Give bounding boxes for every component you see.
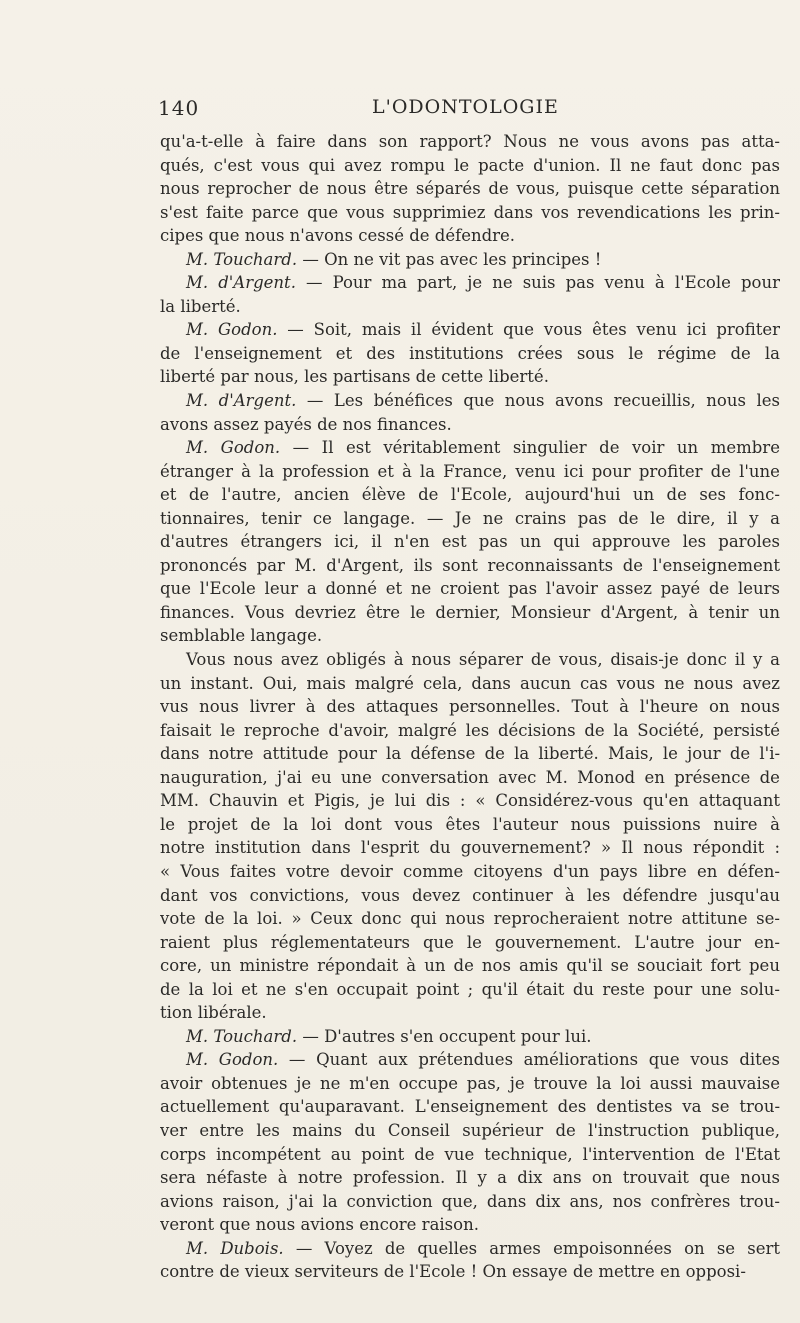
line-text: — On ne vit pas avec les principes !	[297, 249, 602, 269]
line-text: de la loi et ne s'en occupait point ; qu'il était du reste pour une solu-	[160, 979, 780, 999]
text-line	[160, 483, 780, 507]
line-text: finances. Vous devriez être le dernier, Monsieur d'Argent, à tenir un	[160, 602, 780, 622]
text-line	[160, 1072, 780, 1096]
text-line	[160, 224, 780, 248]
line-text: — Pour ma part, je ne suis pas venu à l'Ecole pour	[295, 273, 780, 293]
line-text: Vous nous avez obligés à nous séparer de vous, disais-je donc il y a	[186, 650, 780, 670]
line-text: notre institution dans l'esprit du gouvernement? » Il nous répondit :	[160, 838, 780, 858]
text-line	[160, 413, 780, 437]
speaker-name: M. Touchard.	[186, 249, 298, 269]
text-line	[160, 624, 780, 648]
text-line	[160, 271, 780, 295]
text-line	[160, 907, 780, 931]
line-text: — Les bénéfices que nous avons recueillis, nous les	[296, 391, 780, 411]
text-line	[160, 177, 780, 201]
line-text: le projet de la loi dont vous êtes l'auteur nous puissions nuire à	[160, 814, 780, 834]
text-line	[160, 554, 780, 578]
line-text: dant vos convictions, vous devez continuer à les défendre jusqu'au	[160, 885, 780, 905]
speaker-name: M. d'Argent.	[186, 273, 296, 293]
text-line	[160, 1095, 780, 1119]
text-line	[160, 342, 780, 366]
line-text: tionnaires, tenir ce langage. — Je ne crains pas de le dire, il y a	[160, 508, 780, 528]
text-line	[160, 742, 780, 766]
text-line	[160, 601, 780, 625]
line-text: actuellement qu'auparavant. L'enseignement des dentistes va se trou-	[160, 1097, 780, 1117]
line-text: semblable langage.	[160, 626, 323, 646]
speaker-name: M. Godon.	[186, 320, 278, 340]
line-text: corps incompétent au point de vue technique, l'intervention de l'Etat	[160, 1144, 780, 1164]
text-line	[160, 577, 780, 601]
line-text: — Il est véritablement singulier de voir un membre	[280, 438, 780, 458]
line-text: « Vous faites votre devoir comme citoyens d'un pays libre en défen-	[160, 861, 780, 881]
text-line	[160, 130, 780, 154]
line-text: tion libérale.	[160, 1003, 267, 1023]
line-text: de l'enseignement et des institutions crées sous le régime de la	[160, 343, 780, 363]
line-text: nauguration, j'ai eu une conversation avec M. Monod en présence de	[160, 767, 780, 787]
text-line	[160, 648, 780, 672]
text-line	[160, 1213, 780, 1237]
line-text: avons assez payés de nos finances.	[160, 414, 452, 434]
line-text: un instant. Oui, mais malgré cela, dans aucun cas vous ne nous avez	[160, 673, 780, 693]
line-text: avoir obtenues je ne m'en occupe pas, je trouve la loi aussi mauvaise	[160, 1073, 780, 1093]
line-text: prononcés par M. d'Argent, ils sont reconnaissants de l'enseignement	[160, 555, 780, 575]
line-text: vus nous livrer à des attaques personnelles. Tout à l'heure on nous	[160, 697, 780, 717]
text-line	[160, 1166, 780, 1190]
line-text: veront que nous avions encore raison.	[160, 1215, 479, 1235]
text-line	[160, 1260, 780, 1284]
body-text	[160, 130, 780, 1284]
text-line	[160, 1143, 780, 1167]
line-text: faisait le reproche d'avoir, malgré les décisions de la Société, persisté	[160, 720, 780, 740]
text-line	[160, 201, 780, 225]
text-line	[160, 695, 780, 719]
text-line	[160, 507, 780, 531]
line-text: MM. Chauvin et Pigis, je lui dis : « Considérez-vous qu'en attaquant	[160, 791, 780, 811]
text-line	[160, 1190, 780, 1214]
text-line	[160, 672, 780, 696]
line-text: qu'a-t-elle à faire dans son rapport? Nous ne vous avons pas atta-	[160, 132, 780, 151]
line-text: nous reprocher de nous être séparés de vous, puisque cette séparation	[160, 179, 780, 199]
line-text: s'est faite parce que vous supprimiez dans vos revendications les prin-	[160, 202, 780, 222]
text-line	[160, 436, 780, 460]
line-text: cipes que nous n'avons cessé de défendre.	[160, 226, 516, 246]
speaker-name: M. Godon.	[186, 1050, 279, 1070]
line-text: étranger à la profession et à la France, venu ici pour profiter de l'une	[160, 461, 780, 481]
speaker-name: M. Dubois.	[186, 1238, 284, 1258]
running-title: L'ODONTOLOGIE	[372, 96, 559, 118]
line-text: — Soit, mais il évident que vous êtes venu ici profiter	[277, 320, 780, 340]
speaker-name: M. Touchard.	[186, 1026, 298, 1046]
text-line	[160, 154, 780, 178]
text-line	[160, 931, 780, 955]
text-line	[160, 248, 780, 272]
line-text: raient plus réglementateurs que le gouvernement. L'autre jour en-	[160, 932, 780, 952]
line-text: contre de vieux serviteurs de l'Ecole ! On essaye de mettre en opposi-	[160, 1262, 746, 1282]
text-line	[160, 1048, 780, 1072]
text-line	[160, 766, 780, 790]
text-line	[160, 530, 780, 554]
text-line	[160, 460, 780, 484]
line-text: et de l'autre, ancien élève de l'Ecole, aujourd'hui un de ses fonc-	[160, 485, 780, 505]
line-text: core, un ministre répondait à un de nos amis qu'il se souciait fort peu	[160, 956, 780, 976]
text-line	[160, 860, 780, 884]
line-text: que l'Ecole leur a donné et ne croient pas l'avoir assez payé de leurs	[160, 579, 780, 599]
page-number: 140	[158, 96, 200, 120]
text-line	[160, 295, 780, 319]
line-text: liberté par nous, les partisans de cette liberté.	[160, 367, 549, 387]
text-line	[160, 719, 780, 743]
line-text: — D'autres s'en occupent pour lui.	[297, 1026, 592, 1046]
text-line	[160, 318, 780, 342]
line-text: la liberté.	[160, 296, 241, 316]
text-line	[160, 1119, 780, 1143]
line-text: vote de la loi. » Ceux donc qui nous reprocheraient notre attitune se-	[160, 909, 780, 929]
speaker-name: M. Godon.	[186, 438, 281, 458]
text-line	[160, 836, 780, 860]
speaker-name: M. d'Argent.	[186, 391, 297, 411]
text-line	[160, 978, 780, 1002]
line-text: avions raison, j'ai la conviction que, dans dix ans, nos confrères trou-	[160, 1191, 780, 1211]
text-line	[160, 365, 780, 389]
line-text: ver entre les mains du Conseil supérieur de l'instruction publique,	[160, 1120, 780, 1140]
page-header	[158, 96, 800, 126]
text-line	[160, 1237, 780, 1261]
text-line	[160, 1001, 780, 1025]
text-line	[160, 389, 780, 413]
line-text: — Quant aux prétendues améliorations que vous dites	[278, 1050, 780, 1070]
line-text: dans notre attitude pour la défense de la liberté. Mais, le jour de l'i-	[160, 744, 780, 764]
text-line	[160, 884, 780, 908]
line-text: sera néfaste à notre profession. Il y a dix ans on trouvait que nous	[160, 1168, 780, 1188]
text-line	[160, 954, 780, 978]
text-line	[160, 789, 780, 813]
line-text: — Voyez de quelles armes empoisonnées on se sert	[283, 1238, 780, 1258]
line-text: d'autres étrangers ici, il n'en est pas un qui approuve les paroles	[160, 532, 780, 552]
text-line	[160, 813, 780, 837]
line-text: qués, c'est vous qui avez rompu le pacte d'union. Il ne faut donc pas	[160, 155, 780, 175]
text-line	[160, 1025, 780, 1049]
